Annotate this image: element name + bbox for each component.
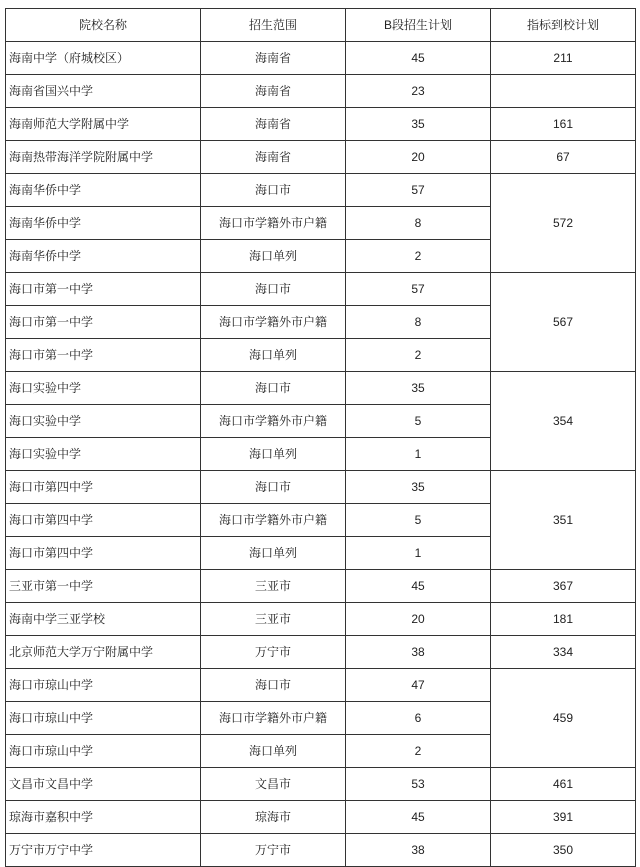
cell-b-plan: 2 xyxy=(346,240,491,273)
cell-school-name: 文昌市文昌中学 xyxy=(6,768,201,801)
header-quota-plan: 指标到校计划 xyxy=(491,9,636,42)
cell-quota-plan: 350 xyxy=(491,834,636,867)
cell-enrollment-scope: 海口市 xyxy=(201,273,346,306)
table-row xyxy=(6,75,636,108)
cell-b-plan: 1 xyxy=(346,537,491,570)
cell-b-plan: 35 xyxy=(346,372,491,405)
table-header xyxy=(6,9,636,42)
cell-school-name: 北京师范大学万宁附属中学 xyxy=(6,636,201,669)
cell-quota-plan: 572 xyxy=(491,174,636,273)
cell-b-plan: 5 xyxy=(346,405,491,438)
cell-enrollment-scope: 三亚市 xyxy=(201,570,346,603)
cell-b-plan: 2 xyxy=(346,339,491,372)
cell-quota-plan: 567 xyxy=(491,273,636,372)
table-row xyxy=(6,141,636,174)
table-row xyxy=(6,768,636,801)
cell-enrollment-scope: 海口市学籍外市户籍 xyxy=(201,702,346,735)
cell-school-name: 海口市琼山中学 xyxy=(6,735,201,768)
cell-quota-plan: 334 xyxy=(491,636,636,669)
cell-enrollment-scope: 海口市 xyxy=(201,471,346,504)
cell-b-plan: 57 xyxy=(346,273,491,306)
table-row xyxy=(6,570,636,603)
cell-enrollment-scope: 海南省 xyxy=(201,108,346,141)
cell-enrollment-scope: 海口市学籍外市户籍 xyxy=(201,405,346,438)
cell-enrollment-scope: 三亚市 xyxy=(201,603,346,636)
cell-b-plan: 45 xyxy=(346,570,491,603)
cell-enrollment-scope: 文昌市 xyxy=(201,768,346,801)
cell-enrollment-scope: 海口单列 xyxy=(201,537,346,570)
cell-school-name: 海南中学（府城校区） xyxy=(6,42,201,75)
cell-school-name: 海口市第四中学 xyxy=(6,471,201,504)
cell-enrollment-scope: 海口单列 xyxy=(201,240,346,273)
cell-quota-plan: 354 xyxy=(491,372,636,471)
cell-quota-plan: 391 xyxy=(491,801,636,834)
cell-school-name: 海口市琼山中学 xyxy=(6,702,201,735)
cell-school-name: 海南热带海洋学院附属中学 xyxy=(6,141,201,174)
cell-enrollment-scope: 海口单列 xyxy=(201,339,346,372)
table-row xyxy=(6,174,636,207)
cell-enrollment-scope: 海南省 xyxy=(201,141,346,174)
cell-b-plan: 2 xyxy=(346,735,491,768)
cell-quota-plan: 351 xyxy=(491,471,636,570)
cell-enrollment-scope: 琼海市 xyxy=(201,801,346,834)
cell-enrollment-scope: 海口市 xyxy=(201,372,346,405)
cell-quota-plan: 367 xyxy=(491,570,636,603)
cell-enrollment-scope: 海口市学籍外市户籍 xyxy=(201,306,346,339)
cell-b-plan: 8 xyxy=(346,306,491,339)
cell-school-name: 海口实验中学 xyxy=(6,438,201,471)
cell-enrollment-scope: 海口市学籍外市户籍 xyxy=(201,207,346,240)
cell-b-plan: 20 xyxy=(346,141,491,174)
cell-school-name: 海南华侨中学 xyxy=(6,207,201,240)
cell-enrollment-scope: 万宁市 xyxy=(201,636,346,669)
table-row xyxy=(6,603,636,636)
cell-quota-plan xyxy=(491,75,636,108)
cell-b-plan: 6 xyxy=(346,702,491,735)
cell-quota-plan: 181 xyxy=(491,603,636,636)
table-row xyxy=(6,636,636,669)
cell-b-plan: 53 xyxy=(346,768,491,801)
table-row xyxy=(6,471,636,504)
cell-enrollment-scope: 海口单列 xyxy=(201,438,346,471)
cell-school-name: 海口市第一中学 xyxy=(6,339,201,372)
cell-b-plan: 47 xyxy=(346,669,491,702)
cell-school-name: 万宁市万宁中学 xyxy=(6,834,201,867)
cell-b-plan: 35 xyxy=(346,108,491,141)
table-row xyxy=(6,669,636,702)
cell-b-plan: 20 xyxy=(346,603,491,636)
cell-school-name: 海南师范大学附属中学 xyxy=(6,108,201,141)
cell-b-plan: 1 xyxy=(346,438,491,471)
header-b-plan: B段招生计划 xyxy=(346,9,491,42)
cell-quota-plan: 161 xyxy=(491,108,636,141)
table-row xyxy=(6,108,636,141)
cell-school-name: 海南华侨中学 xyxy=(6,174,201,207)
cell-school-name: 海口市第一中学 xyxy=(6,306,201,339)
table-row xyxy=(6,273,636,306)
cell-enrollment-scope: 海南省 xyxy=(201,42,346,75)
table-row xyxy=(6,801,636,834)
table-row xyxy=(6,372,636,405)
cell-school-name: 海口实验中学 xyxy=(6,372,201,405)
cell-quota-plan: 461 xyxy=(491,768,636,801)
cell-school-name: 海南省国兴中学 xyxy=(6,75,201,108)
cell-school-name: 海口市第四中学 xyxy=(6,504,201,537)
cell-b-plan: 23 xyxy=(346,75,491,108)
table-row xyxy=(6,42,636,75)
cell-school-name: 琼海市嘉积中学 xyxy=(6,801,201,834)
header-row xyxy=(6,9,636,42)
cell-school-name: 海南华侨中学 xyxy=(6,240,201,273)
cell-enrollment-scope: 海口市 xyxy=(201,669,346,702)
enrollment-plan-table xyxy=(5,8,636,867)
table-row xyxy=(6,834,636,867)
cell-enrollment-scope: 万宁市 xyxy=(201,834,346,867)
cell-enrollment-scope: 海口市学籍外市户籍 xyxy=(201,504,346,537)
cell-school-name: 三亚市第一中学 xyxy=(6,570,201,603)
cell-quota-plan: 211 xyxy=(491,42,636,75)
header-school-name: 院校名称 xyxy=(6,9,201,42)
cell-enrollment-scope: 海口单列 xyxy=(201,735,346,768)
cell-b-plan: 35 xyxy=(346,471,491,504)
cell-b-plan: 38 xyxy=(346,636,491,669)
cell-b-plan: 38 xyxy=(346,834,491,867)
cell-enrollment-scope: 海南省 xyxy=(201,75,346,108)
cell-enrollment-scope: 海口市 xyxy=(201,174,346,207)
cell-school-name: 海口市琼山中学 xyxy=(6,669,201,702)
cell-school-name: 海南中学三亚学校 xyxy=(6,603,201,636)
cell-b-plan: 45 xyxy=(346,42,491,75)
cell-school-name: 海口市第四中学 xyxy=(6,537,201,570)
header-enrollment-scope: 招生范围 xyxy=(201,9,346,42)
cell-b-plan: 8 xyxy=(346,207,491,240)
cell-b-plan: 45 xyxy=(346,801,491,834)
cell-quota-plan: 459 xyxy=(491,669,636,768)
cell-school-name: 海口实验中学 xyxy=(6,405,201,438)
cell-school-name: 海口市第一中学 xyxy=(6,273,201,306)
cell-b-plan: 57 xyxy=(346,174,491,207)
cell-quota-plan: 67 xyxy=(491,141,636,174)
cell-b-plan: 5 xyxy=(346,504,491,537)
table-body xyxy=(6,42,636,867)
